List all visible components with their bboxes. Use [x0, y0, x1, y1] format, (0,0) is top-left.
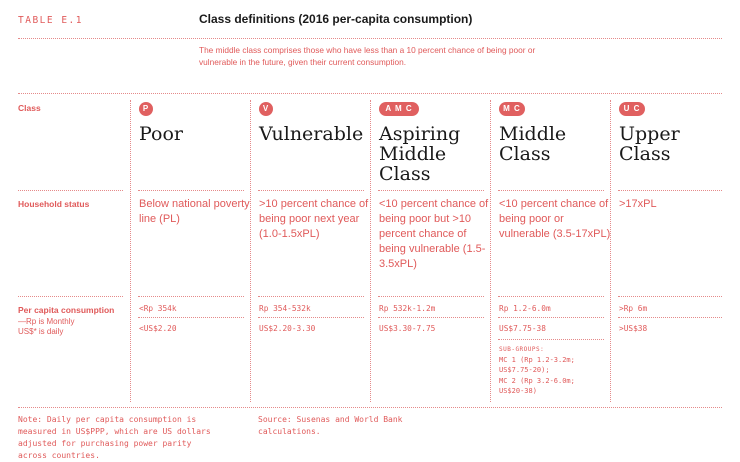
status-upper: >17xPL — [619, 198, 657, 210]
class-name-aspiring-line1: Aspiring — [379, 123, 461, 145]
row-divider — [498, 190, 604, 191]
class-badge-aspiring-middle: A M C — [379, 102, 419, 116]
class-badge-middle: M C — [499, 102, 525, 116]
table-label: TABLE E.1 — [18, 15, 83, 26]
row-divider — [258, 296, 364, 297]
footnote-line4: across countries. — [18, 451, 100, 460]
status-poor: Below national poverty line (PL) — [139, 198, 250, 225]
rp-aspiring-middle: Rp 532k-1.2m — [379, 304, 436, 313]
subgroup-mc1-line2: US$7.75-20); — [499, 366, 550, 374]
row-divider — [138, 190, 244, 191]
class-name-aspiring-line2: Middle — [379, 143, 447, 165]
rp-vulnerable: Rp 354-532k — [259, 304, 311, 313]
usd-poor: <US$2.20 — [139, 324, 177, 333]
rp-poor: <Rp 354k — [139, 304, 177, 313]
usd-middle: US$7.75-38 — [499, 324, 546, 333]
class-name-middle-line1: Middle — [499, 123, 567, 145]
value-divider — [618, 317, 722, 318]
usd-vulnerable: US$2.20-3.30 — [259, 324, 316, 333]
source-line2: calculations. — [258, 427, 321, 436]
class-badge-vulnerable: V — [259, 102, 273, 116]
footnote-line3: adjusted for purchasing power parity — [18, 439, 192, 448]
row-divider — [378, 296, 484, 297]
class-name-aspiring-line3: Class — [379, 163, 431, 185]
row-divider — [258, 190, 364, 191]
class-name-middle-line2: Class — [499, 143, 551, 165]
status-aspiring-middle: <10 percent chance of being poor but >10 percent chance of being vulnerable (1.5-3.5xPL) — [379, 198, 489, 270]
class-badge-upper: U C — [619, 102, 645, 116]
row-note-usd: US$* is daily — [18, 327, 64, 336]
rp-middle: Rp 1.2-6.0m — [499, 304, 551, 313]
class-badge-poor: P — [139, 102, 153, 116]
divider-top — [18, 38, 722, 39]
table-title: Class definitions (2016 per-capita consumption) — [199, 12, 473, 26]
class-name-poor: Poor — [139, 123, 183, 145]
divider-bottom — [18, 407, 722, 408]
row-note-rp: —Rp is Monthly — [18, 317, 75, 326]
subgroups-heading: SUB-GROUPS: — [499, 346, 545, 353]
row-divider — [138, 296, 244, 297]
row-divider — [378, 190, 484, 191]
usd-aspiring-middle: US$3.30-7.75 — [379, 324, 436, 333]
row-label-class: Class — [18, 103, 41, 113]
column-divider — [130, 100, 131, 402]
source-line1: Source: Susenas and World Bank — [258, 415, 403, 424]
status-vulnerable: >10 percent chance of being poor next year (1.0-1.5xPL) — [259, 198, 369, 240]
column-divider — [250, 100, 251, 402]
footnote-line1: Note: Daily per capita consumption is — [18, 415, 197, 424]
subgroup-mc2-line1: MC 2 (Rp 3.2-6.0m; — [499, 377, 575, 385]
value-divider — [378, 317, 484, 318]
intro-text: The middle class comprises those who have less than a 10 percent chance of being poor or vulnerable in the future, given their current consumption. — [199, 45, 536, 67]
class-name-vulnerable: Vulnerable — [259, 123, 364, 145]
row-divider — [618, 190, 722, 191]
value-divider — [138, 317, 244, 318]
usd-upper: >US$38 — [619, 324, 648, 333]
divider-intro — [18, 93, 722, 94]
class-name-upper-line2: Class — [619, 143, 671, 165]
value-divider — [498, 317, 604, 318]
row-divider — [18, 296, 123, 297]
footnote-line2: measured in US$PPP, which are US dollars — [18, 427, 211, 436]
subgroup-divider — [498, 339, 604, 340]
column-divider — [370, 100, 371, 402]
row-divider — [18, 190, 123, 191]
class-name-upper-line1: Upper — [619, 123, 680, 145]
value-divider — [258, 317, 364, 318]
row-divider — [618, 296, 722, 297]
rp-upper: >Rp 6m — [619, 304, 648, 313]
subgroup-mc2-line2: US$20-38) — [499, 387, 537, 395]
subgroup-mc1-line1: MC 1 (Rp 1.2-3.2m; — [499, 356, 575, 364]
row-label-per-capita: Per capita consumption — [18, 305, 115, 315]
status-middle: <10 percent chance of being poor or vulnerable (3.5-17xPL) — [499, 198, 611, 240]
row-divider — [498, 296, 604, 297]
row-label-household: Household status — [18, 199, 90, 209]
